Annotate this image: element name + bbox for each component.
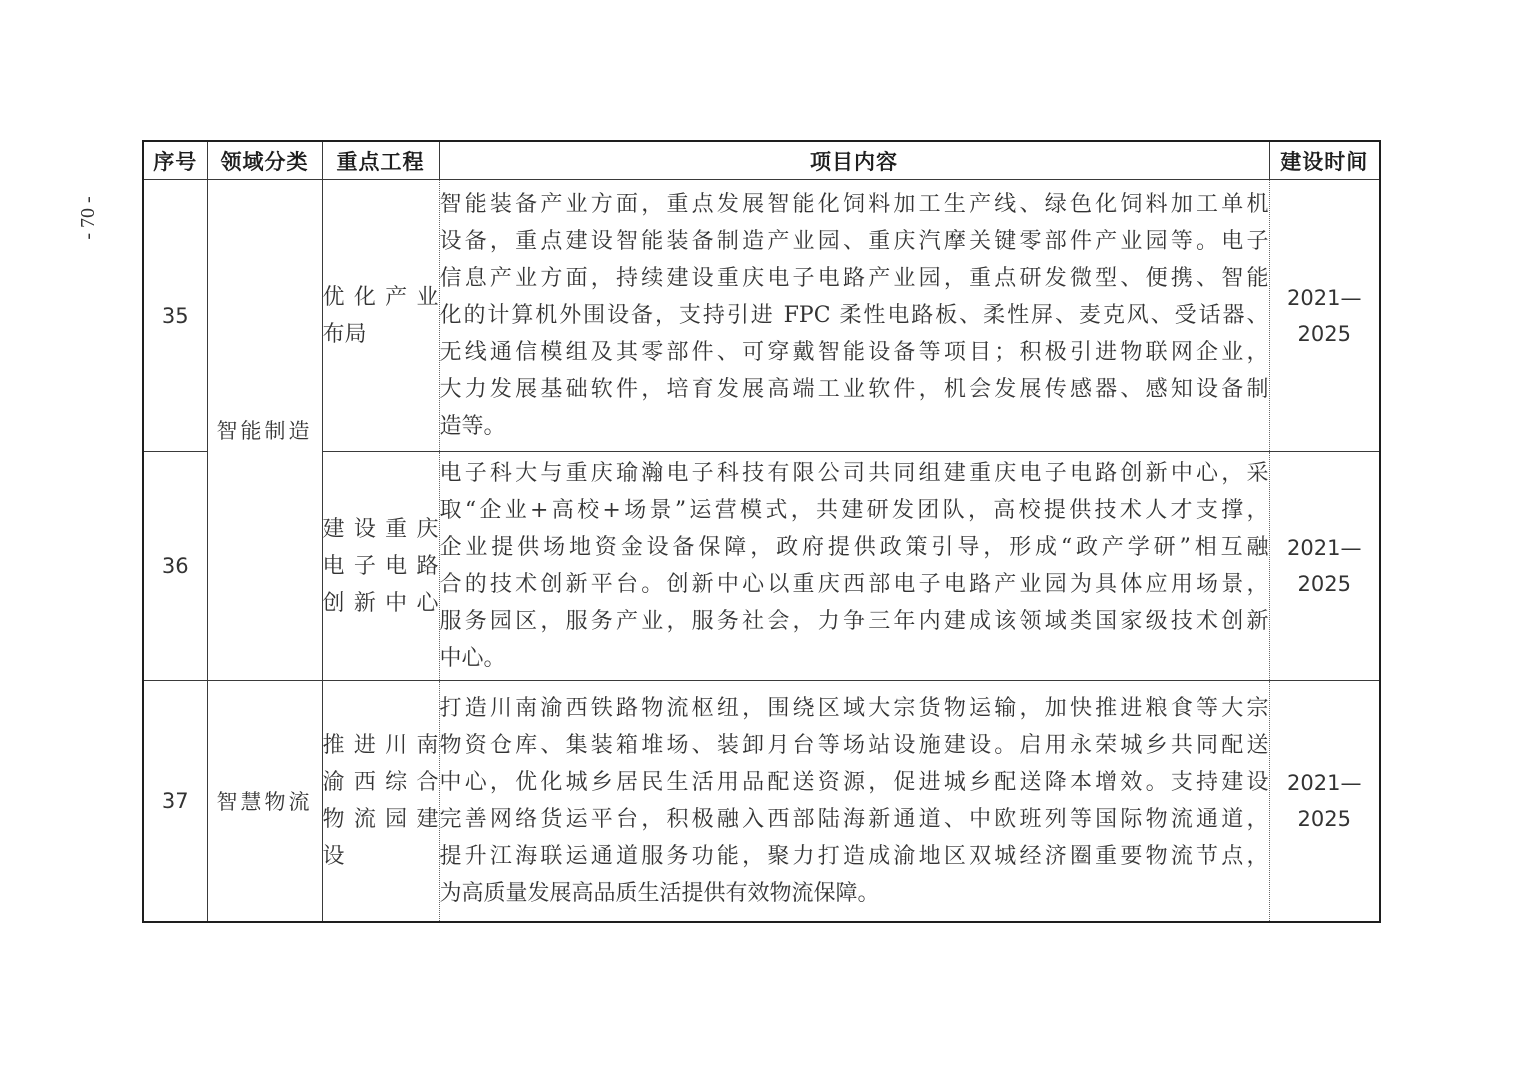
row-period bbox=[1269, 452, 1380, 681]
row-project bbox=[322, 180, 439, 452]
period-start: 2021— bbox=[1287, 285, 1362, 310]
content-line: 大力发展基础软件，培育发展高端工业软件，机会发展传感器、感知设备制 bbox=[439, 377, 1269, 402]
period-start: 2021— bbox=[1287, 770, 1362, 795]
row-content bbox=[439, 180, 1269, 452]
table-row bbox=[143, 452, 1380, 681]
content-line: 信息产业方面，持续建设重庆电子电路产业园，重点研发微型、便携、智能 bbox=[439, 266, 1269, 291]
header-domain: 领域分类 bbox=[207, 141, 322, 180]
header-project: 重点工程 bbox=[322, 141, 439, 180]
project-line: 建设重庆 bbox=[322, 516, 439, 542]
content-line: 完善网络货运平台，积极融入西部陆海新通道、中欧班列等国际物流通道， bbox=[439, 806, 1269, 832]
period-end: 2025 bbox=[1297, 806, 1351, 831]
page-number: - 70 - bbox=[77, 196, 99, 240]
project-line: 优化产业 bbox=[322, 284, 439, 310]
content-line: 设备，重点建设智能装备制造产业园、重庆汽摩关键零部件产业园等。电子 bbox=[439, 229, 1269, 254]
content-line: 智能装备产业方面，重点发展智能化饲料加工生产线、绿色化饲料加工单机 bbox=[439, 192, 1269, 217]
row-project bbox=[322, 681, 439, 922]
row-project bbox=[322, 452, 439, 681]
content-line: 无线通信模组及其零部件、可穿戴智能设备等项目；积极引进物联网企业， bbox=[439, 340, 1269, 365]
row-seq: 35 bbox=[143, 180, 207, 452]
content-line: 化的计算机外围设备，支持引进 FPC 柔性电路板、柔性屏、麦克风、受话器、 bbox=[439, 303, 1269, 328]
row-domain: 智能制造 bbox=[207, 180, 322, 681]
table-header-row bbox=[143, 141, 1380, 180]
period-start: 2021— bbox=[1287, 536, 1362, 560]
row-content bbox=[439, 681, 1269, 922]
project-line: 推进川南 bbox=[322, 732, 439, 758]
project-line: 创新中心 bbox=[322, 590, 439, 616]
project-line: 布局 bbox=[322, 321, 367, 347]
content-line: 企业提供场地资金设备保障，政府提供政策引导，形成“政产学研”相互融 bbox=[439, 535, 1269, 560]
header-content: 项目内容 bbox=[439, 141, 1269, 180]
header-period: 建设时间 bbox=[1269, 141, 1380, 180]
content-line: 服务园区，服务产业，服务社会，力争三年内建成该领域类国家级技术创新 bbox=[439, 609, 1269, 634]
row-seq: 36 bbox=[143, 452, 207, 681]
row-period bbox=[1269, 180, 1380, 452]
content-line: 物资仓库、集装箱堆场、装卸月台等场站设施建设。启用永荣城乡共同配送 bbox=[439, 732, 1269, 758]
project-line: 物流园建 bbox=[322, 806, 439, 832]
content-line: 打造川南渝西铁路物流枢纽，围绕区域大宗货物运输，加快推进粮食等大宗 bbox=[439, 695, 1269, 721]
project-line: 渝西综合 bbox=[322, 769, 439, 795]
content-line: 电子科大与重庆瑜瀚电子科技有限公司共同组建重庆电子电路创新中心，采 bbox=[439, 461, 1269, 486]
content-line: 为高质量发展高品质生活提供有效物流保障。 bbox=[439, 880, 880, 906]
table-row bbox=[143, 681, 1380, 922]
project-line: 电子电路 bbox=[322, 553, 439, 579]
table-row bbox=[143, 180, 1380, 452]
content-line: 中心。 bbox=[439, 646, 506, 671]
content-line: 中心，优化城乡居民生活用品配送资源，促进城乡配送降本增效。支持建设 bbox=[439, 769, 1269, 795]
row-domain: 智慧物流 bbox=[207, 681, 322, 922]
content-line: 提升江海联运通道服务功能，聚力打造成渝地区双城经济圈重要物流节点， bbox=[439, 843, 1269, 869]
content-line: 造等。 bbox=[439, 414, 506, 439]
content-line: 合的技术创新平台。创新中心以重庆西部电子电路产业园为具体应用场景， bbox=[439, 572, 1269, 597]
row-content bbox=[439, 452, 1269, 681]
row-period bbox=[1269, 681, 1380, 922]
header-seq: 序号 bbox=[143, 141, 207, 180]
project-table bbox=[142, 140, 1381, 923]
period-end: 2025 bbox=[1297, 572, 1351, 596]
content-line: 取“企业+高校+场景”运营模式，共建研发团队，高校提供技术人才支撑， bbox=[439, 498, 1269, 523]
row-seq: 37 bbox=[143, 681, 207, 922]
period-end: 2025 bbox=[1297, 321, 1351, 346]
project-line: 设 bbox=[322, 843, 345, 869]
